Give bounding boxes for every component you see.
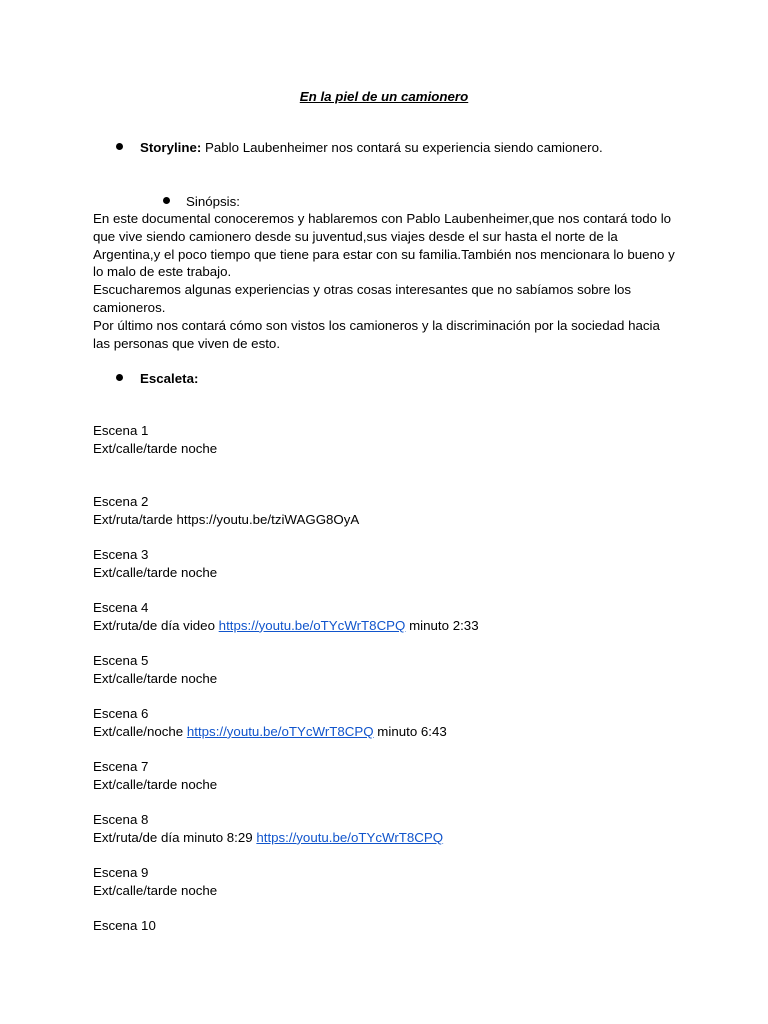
bullet-icon <box>116 143 123 150</box>
youtube-link[interactable]: https://youtu.be/oTYcWrT8CPQ <box>256 829 444 845</box>
youtube-link[interactable]: https://youtu.be/oTYcWrT8CPQ <box>186 723 374 739</box>
synopsis-bullet <box>163 193 240 210</box>
scene-title: Escena 2 <box>93 494 149 509</box>
synopsis-text <box>93 210 675 352</box>
bullet-icon <box>163 197 170 204</box>
scene-title: Escena 5 <box>93 653 149 668</box>
storyline-label: Storyline: <box>140 140 202 155</box>
scene-title: Escena 1 <box>93 423 149 438</box>
scene-detail <box>93 829 443 847</box>
synopsis-paragraph: Escucharemos algunas experiencias y otras cosas interesantes que no sabíamos sobre los camioneros. <box>93 282 632 315</box>
scene-block <box>93 811 443 847</box>
scene-title: Escena 9 <box>93 865 149 880</box>
scene-detail <box>93 617 479 635</box>
scene-detail-text: Ext/ruta/de día minuto 8:29 <box>93 829 257 845</box>
storyline-bullet <box>116 139 603 156</box>
storyline-body: Pablo Laubenheimer nos contará su experiencia siendo camionero. <box>201 140 603 155</box>
scene-block <box>93 546 217 582</box>
scene-detail <box>93 723 447 741</box>
scene-detail-text: minuto 2:33 <box>405 617 479 633</box>
bullet-icon <box>116 374 123 381</box>
scene-detail: Ext/ruta/tarde https://youtu.be/tziWAGG8OyA <box>93 511 360 527</box>
scene-block <box>93 493 359 529</box>
document-title: En la piel de un camionero <box>299 89 469 104</box>
scene-detail: Ext/calle/tarde noche <box>93 564 218 580</box>
scene-detail: Ext/calle/tarde noche <box>93 882 218 898</box>
scene-title: Escena 8 <box>93 812 149 827</box>
scene-detail: Ext/calle/tarde noche <box>93 776 218 792</box>
scene-block <box>93 422 217 458</box>
synopsis-paragraph: Por último nos contará cómo son vistos los camioneros y la discriminación por la sociedad hacia las personas que viven de esto. <box>93 317 660 351</box>
scene-block <box>93 705 447 741</box>
scene-block <box>93 652 217 688</box>
scene-block <box>93 917 156 935</box>
scene-block <box>93 864 217 900</box>
synopsis-label: Sinópsis: <box>186 194 240 209</box>
synopsis-paragraph: En este documental conoceremos y hablaremos con Pablo Laubenheimer,que nos contará todo lo que vive siendo camionero desde su juventud,sus viajes desde el sur hasta el norte de la Argentina,y el poco tiempo que tiene para estar con su familia.También nos mencionara lo bueno y lo malo de este trabajo. <box>93 211 675 280</box>
youtube-link[interactable]: https://youtu.be/oTYcWrT8CPQ <box>218 617 406 633</box>
scene-title: Escena 10 <box>93 918 156 933</box>
scene-title: Escena 4 <box>93 600 149 615</box>
scene-title: Escena 7 <box>93 759 149 774</box>
scene-detail-text: minuto 6:43 <box>373 723 447 739</box>
escaleta-bullet <box>116 370 198 387</box>
storyline-text <box>140 140 603 155</box>
escaleta-label: Escaleta: <box>140 371 199 386</box>
scene-detail-text: Ext/calle/noche <box>93 723 187 739</box>
scene-block <box>93 599 479 635</box>
scene-detail: Ext/calle/tarde noche <box>93 440 218 456</box>
scene-title: Escena 6 <box>93 706 149 721</box>
scene-detail-text: Ext/ruta/de día video <box>93 617 219 633</box>
scene-block <box>93 758 217 794</box>
scene-title: Escena 3 <box>93 547 149 562</box>
scene-detail: Ext/calle/tarde noche <box>93 670 218 686</box>
